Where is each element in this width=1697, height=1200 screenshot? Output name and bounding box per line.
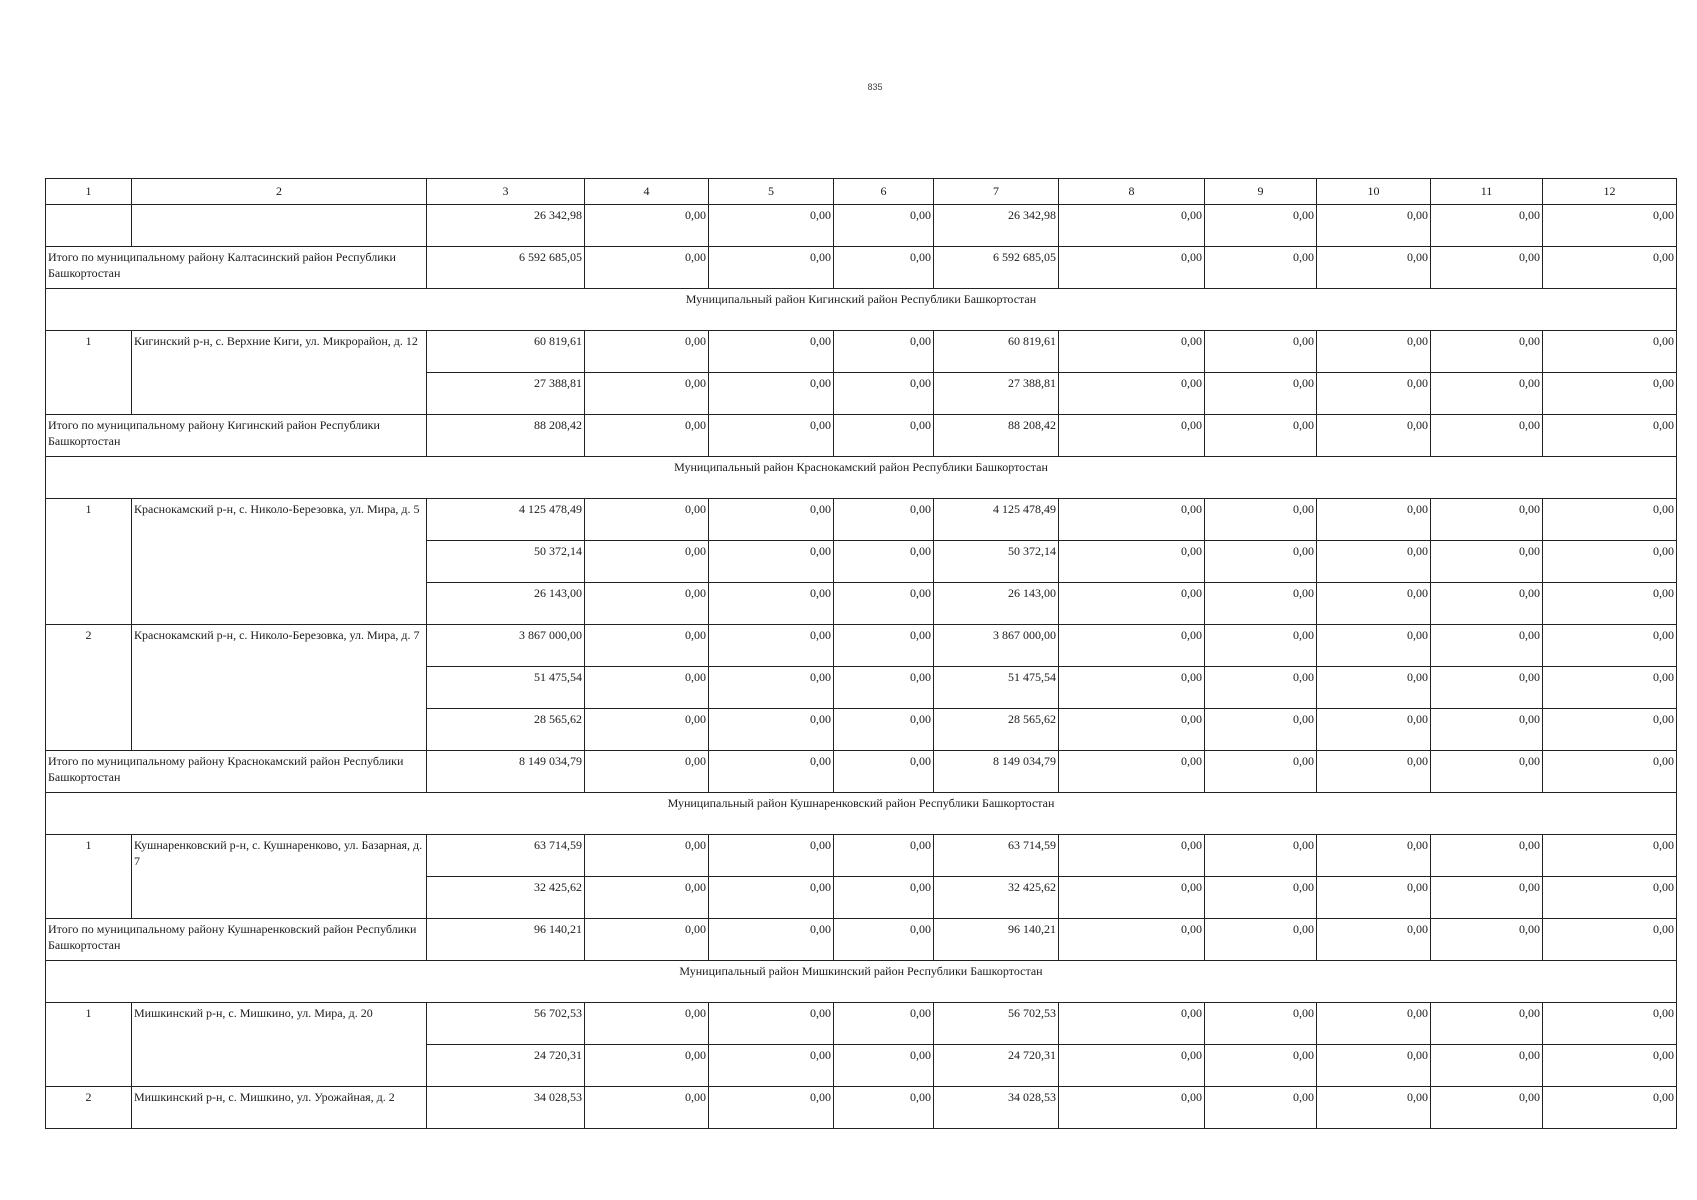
value-cell: 56 702,53 <box>427 1003 585 1045</box>
column-header: 11 <box>1431 179 1543 205</box>
value-cell: 0,00 <box>585 583 709 625</box>
total-value-cell: 0,00 <box>1431 751 1543 793</box>
table-row <box>46 331 1677 373</box>
page-number: 835 <box>867 82 883 92</box>
item-index: 1 <box>46 331 132 415</box>
value-cell: 0,00 <box>585 1003 709 1045</box>
value-cell: 0,00 <box>1317 835 1431 877</box>
value-cell: 0,00 <box>1431 1003 1543 1045</box>
total-value-cell: 0,00 <box>709 415 834 457</box>
item-address: Краснокамский р-н, с. Николо-Березовка, ул. Мира, д. 7 <box>132 625 427 751</box>
value-cell: 0,00 <box>1317 205 1431 247</box>
table-row <box>46 625 1677 667</box>
value-cell: 24 720,31 <box>427 1045 585 1087</box>
value-cell: 0,00 <box>1543 373 1677 415</box>
value-cell: 0,00 <box>1543 205 1677 247</box>
value-cell: 0,00 <box>585 541 709 583</box>
value-cell: 0,00 <box>834 499 934 541</box>
value-cell: 0,00 <box>1431 541 1543 583</box>
value-cell: 0,00 <box>1317 499 1431 541</box>
total-value-cell: 0,00 <box>709 247 834 289</box>
value-cell: 0,00 <box>709 1003 834 1045</box>
column-header: 6 <box>834 179 934 205</box>
value-cell: 0,00 <box>1059 1087 1205 1129</box>
value-cell: 0,00 <box>1205 877 1317 919</box>
value-cell: 0,00 <box>834 835 934 877</box>
value-cell: 0,00 <box>1543 667 1677 709</box>
total-value-cell: 88 208,42 <box>934 415 1059 457</box>
item-index: 1 <box>46 1003 132 1087</box>
value-cell: 0,00 <box>1431 667 1543 709</box>
value-cell: 0,00 <box>585 709 709 751</box>
value-cell: 0,00 <box>585 373 709 415</box>
value-cell: 0,00 <box>709 583 834 625</box>
total-value-cell: 0,00 <box>1543 751 1677 793</box>
value-cell: 0,00 <box>1431 625 1543 667</box>
district-header-row <box>46 289 1677 331</box>
value-cell: 0,00 <box>1317 667 1431 709</box>
total-value-cell: 0,00 <box>585 415 709 457</box>
total-value-cell: 0,00 <box>1543 415 1677 457</box>
total-value-cell: 0,00 <box>709 919 834 961</box>
value-cell: 26 143,00 <box>427 583 585 625</box>
value-cell: 0,00 <box>834 373 934 415</box>
total-label: Итого по муниципальному району Кушнаренковский район Республики Башкортостан <box>46 919 427 961</box>
value-cell: 28 565,62 <box>934 709 1059 751</box>
total-value-cell: 0,00 <box>1543 919 1677 961</box>
item-address: Мишкинский р-н, с. Мишкино, ул. Урожайная, д. 2 <box>132 1087 427 1129</box>
item-address: Кушнаренковский р-н, с. Кушнаренково, ул. Базарная, д. 7 <box>132 835 427 919</box>
value-cell: 0,00 <box>709 499 834 541</box>
item-address <box>132 205 427 247</box>
value-cell: 0,00 <box>1543 1045 1677 1087</box>
total-label: Итого по муниципальному району Кигинский район Республики Башкортостан <box>46 415 427 457</box>
total-value-cell: 0,00 <box>1059 919 1205 961</box>
value-cell: 0,00 <box>834 1003 934 1045</box>
value-cell: 0,00 <box>1543 499 1677 541</box>
value-cell: 0,00 <box>1317 541 1431 583</box>
item-index: 2 <box>46 1087 132 1129</box>
value-cell: 0,00 <box>1431 205 1543 247</box>
value-cell: 0,00 <box>1431 583 1543 625</box>
value-cell: 0,00 <box>709 373 834 415</box>
value-cell: 0,00 <box>1205 331 1317 373</box>
value-cell: 0,00 <box>709 541 834 583</box>
value-cell: 24 720,31 <box>934 1045 1059 1087</box>
value-cell: 0,00 <box>1431 373 1543 415</box>
value-cell: 0,00 <box>1431 877 1543 919</box>
total-row <box>46 415 1677 457</box>
total-row <box>46 919 1677 961</box>
value-cell: 0,00 <box>585 877 709 919</box>
total-value-cell: 0,00 <box>1431 247 1543 289</box>
column-header: 1 <box>46 179 132 205</box>
value-cell: 0,00 <box>1317 625 1431 667</box>
value-cell: 0,00 <box>1205 1087 1317 1129</box>
value-cell: 26 342,98 <box>427 205 585 247</box>
district-title: Муниципальный район Кигинский район Республики Башкортостан <box>46 289 1677 331</box>
value-cell: 0,00 <box>1059 1003 1205 1045</box>
value-cell: 26 143,00 <box>934 583 1059 625</box>
value-cell: 34 028,53 <box>934 1087 1059 1129</box>
value-cell: 0,00 <box>709 877 834 919</box>
value-cell: 0,00 <box>709 667 834 709</box>
value-cell: 0,00 <box>1205 835 1317 877</box>
district-title: Муниципальный район Краснокамский район Республики Башкортостан <box>46 457 1677 499</box>
total-value-cell: 88 208,42 <box>427 415 585 457</box>
value-cell: 3 867 000,00 <box>427 625 585 667</box>
value-cell: 0,00 <box>1543 1087 1677 1129</box>
value-cell: 0,00 <box>834 205 934 247</box>
total-value-cell: 0,00 <box>1543 247 1677 289</box>
value-cell: 0,00 <box>1431 1045 1543 1087</box>
total-value-cell: 0,00 <box>834 751 934 793</box>
total-value-cell: 0,00 <box>834 919 934 961</box>
total-value-cell: 0,00 <box>1205 415 1317 457</box>
value-cell: 0,00 <box>1317 583 1431 625</box>
item-address: Краснокамский р-н, с. Николо-Березовка, ул. Мира, д. 5 <box>132 499 427 625</box>
value-cell: 51 475,54 <box>427 667 585 709</box>
total-value-cell: 0,00 <box>1431 919 1543 961</box>
value-cell: 0,00 <box>1059 1045 1205 1087</box>
total-value-cell: 0,00 <box>834 247 934 289</box>
value-cell: 0,00 <box>1059 541 1205 583</box>
value-cell: 0,00 <box>834 541 934 583</box>
value-cell: 0,00 <box>585 331 709 373</box>
total-value-cell: 0,00 <box>834 415 934 457</box>
value-cell: 0,00 <box>1059 625 1205 667</box>
value-cell: 50 372,14 <box>934 541 1059 583</box>
column-header: 12 <box>1543 179 1677 205</box>
value-cell: 0,00 <box>1205 583 1317 625</box>
value-cell: 0,00 <box>1059 205 1205 247</box>
column-header: 10 <box>1317 179 1431 205</box>
total-value-cell: 0,00 <box>1059 247 1205 289</box>
value-cell: 0,00 <box>1059 709 1205 751</box>
total-value-cell: 8 149 034,79 <box>427 751 585 793</box>
total-value-cell: 0,00 <box>1317 247 1431 289</box>
value-cell: 0,00 <box>1543 709 1677 751</box>
value-cell: 0,00 <box>709 205 834 247</box>
value-cell: 0,00 <box>834 331 934 373</box>
total-value-cell: 0,00 <box>1431 415 1543 457</box>
total-row <box>46 247 1677 289</box>
value-cell: 0,00 <box>1431 835 1543 877</box>
total-value-cell: 0,00 <box>1317 919 1431 961</box>
district-header-row <box>46 793 1677 835</box>
value-cell: 60 819,61 <box>934 331 1059 373</box>
value-cell: 32 425,62 <box>934 877 1059 919</box>
item-index <box>46 205 132 247</box>
value-cell: 0,00 <box>1317 1003 1431 1045</box>
value-cell: 3 867 000,00 <box>934 625 1059 667</box>
value-cell: 0,00 <box>585 1045 709 1087</box>
total-row <box>46 751 1677 793</box>
value-cell: 0,00 <box>1543 835 1677 877</box>
column-header: 2 <box>132 179 427 205</box>
total-label: Итого по муниципальному району Краснокамский район Республики Башкортостан <box>46 751 427 793</box>
value-cell: 0,00 <box>834 1087 934 1129</box>
value-cell: 0,00 <box>834 583 934 625</box>
value-cell: 0,00 <box>1317 1087 1431 1129</box>
value-cell: 0,00 <box>1543 583 1677 625</box>
value-cell: 0,00 <box>709 709 834 751</box>
column-header: 3 <box>427 179 585 205</box>
value-cell: 51 475,54 <box>934 667 1059 709</box>
table-row <box>46 499 1677 541</box>
value-cell: 0,00 <box>1205 373 1317 415</box>
value-cell: 0,00 <box>1543 877 1677 919</box>
value-cell: 27 388,81 <box>427 373 585 415</box>
value-cell: 0,00 <box>1317 331 1431 373</box>
value-cell: 60 819,61 <box>427 331 585 373</box>
column-header: 8 <box>1059 179 1205 205</box>
value-cell: 0,00 <box>709 625 834 667</box>
district-title: Муниципальный район Мишкинский район Республики Башкортостан <box>46 961 1677 1003</box>
value-cell: 0,00 <box>709 1087 834 1129</box>
value-cell: 0,00 <box>585 835 709 877</box>
total-value-cell: 0,00 <box>1317 751 1431 793</box>
value-cell: 0,00 <box>1431 709 1543 751</box>
value-cell: 0,00 <box>1205 1045 1317 1087</box>
value-cell: 0,00 <box>1317 1045 1431 1087</box>
value-cell: 0,00 <box>1543 331 1677 373</box>
table-row <box>46 1087 1677 1129</box>
value-cell: 0,00 <box>1317 709 1431 751</box>
value-cell: 0,00 <box>1543 625 1677 667</box>
value-cell: 0,00 <box>1205 709 1317 751</box>
value-cell: 63 714,59 <box>934 835 1059 877</box>
value-cell: 0,00 <box>1431 331 1543 373</box>
value-cell: 63 714,59 <box>427 835 585 877</box>
total-value-cell: 6 592 685,05 <box>934 247 1059 289</box>
value-cell: 0,00 <box>585 625 709 667</box>
value-cell: 56 702,53 <box>934 1003 1059 1045</box>
total-value-cell: 0,00 <box>709 751 834 793</box>
value-cell: 0,00 <box>1205 499 1317 541</box>
value-cell: 0,00 <box>585 667 709 709</box>
value-cell: 0,00 <box>585 1087 709 1129</box>
value-cell: 0,00 <box>709 1045 834 1087</box>
total-value-cell: 0,00 <box>1059 415 1205 457</box>
item-index: 2 <box>46 625 132 751</box>
total-value-cell: 96 140,21 <box>427 919 585 961</box>
value-cell: 0,00 <box>1543 541 1677 583</box>
value-cell: 4 125 478,49 <box>427 499 585 541</box>
value-cell: 27 388,81 <box>934 373 1059 415</box>
value-cell: 26 342,98 <box>934 205 1059 247</box>
item-address: Мишкинский р-н, с. Мишкино, ул. Мира, д. 20 <box>132 1003 427 1087</box>
value-cell: 34 028,53 <box>427 1087 585 1129</box>
value-cell: 0,00 <box>1205 1003 1317 1045</box>
district-header-row <box>46 457 1677 499</box>
total-value-cell: 0,00 <box>1205 919 1317 961</box>
value-cell: 28 565,62 <box>427 709 585 751</box>
value-cell: 0,00 <box>1205 667 1317 709</box>
table-row <box>46 835 1677 877</box>
total-value-cell: 6 592 685,05 <box>427 247 585 289</box>
column-header: 4 <box>585 179 709 205</box>
value-cell: 0,00 <box>1059 331 1205 373</box>
item-index: 1 <box>46 835 132 919</box>
value-cell: 0,00 <box>834 709 934 751</box>
value-cell: 0,00 <box>1059 373 1205 415</box>
value-cell: 0,00 <box>1059 499 1205 541</box>
district-header-row <box>46 961 1677 1003</box>
value-cell: 0,00 <box>1205 205 1317 247</box>
total-value-cell: 0,00 <box>1205 247 1317 289</box>
total-value-cell: 0,00 <box>1317 415 1431 457</box>
table-row <box>46 1003 1677 1045</box>
item-address: Кигинский р-н, с. Верхние Киги, ул. Микрорайон, д. 12 <box>132 331 427 415</box>
total-label: Итого по муниципальному району Калтасинский район Республики Башкортостан <box>46 247 427 289</box>
value-cell: 50 372,14 <box>427 541 585 583</box>
value-cell: 32 425,62 <box>427 877 585 919</box>
value-cell: 4 125 478,49 <box>934 499 1059 541</box>
item-index: 1 <box>46 499 132 625</box>
value-cell: 0,00 <box>1317 373 1431 415</box>
value-cell: 0,00 <box>1543 1003 1677 1045</box>
column-header: 5 <box>709 179 834 205</box>
budget-table <box>45 178 1677 1129</box>
value-cell: 0,00 <box>1205 541 1317 583</box>
value-cell: 0,00 <box>834 625 934 667</box>
total-value-cell: 8 149 034,79 <box>934 751 1059 793</box>
total-value-cell: 0,00 <box>1205 751 1317 793</box>
value-cell: 0,00 <box>1059 877 1205 919</box>
value-cell: 0,00 <box>1059 835 1205 877</box>
value-cell: 0,00 <box>1059 667 1205 709</box>
value-cell: 0,00 <box>585 205 709 247</box>
total-value-cell: 0,00 <box>585 247 709 289</box>
value-cell: 0,00 <box>1431 1087 1543 1129</box>
district-title: Муниципальный район Кушнаренковский район Республики Башкортостан <box>46 793 1677 835</box>
table-row <box>46 205 1677 247</box>
value-cell: 0,00 <box>585 499 709 541</box>
total-value-cell: 0,00 <box>585 751 709 793</box>
value-cell: 0,00 <box>1059 583 1205 625</box>
column-header-row <box>46 179 1677 205</box>
value-cell: 0,00 <box>709 835 834 877</box>
column-header: 9 <box>1205 179 1317 205</box>
total-value-cell: 0,00 <box>585 919 709 961</box>
value-cell: 0,00 <box>834 877 934 919</box>
column-header: 7 <box>934 179 1059 205</box>
value-cell: 0,00 <box>1317 877 1431 919</box>
value-cell: 0,00 <box>834 1045 934 1087</box>
value-cell: 0,00 <box>1205 625 1317 667</box>
value-cell: 0,00 <box>709 331 834 373</box>
total-value-cell: 0,00 <box>1059 751 1205 793</box>
value-cell: 0,00 <box>834 667 934 709</box>
value-cell: 0,00 <box>1431 499 1543 541</box>
total-value-cell: 96 140,21 <box>934 919 1059 961</box>
